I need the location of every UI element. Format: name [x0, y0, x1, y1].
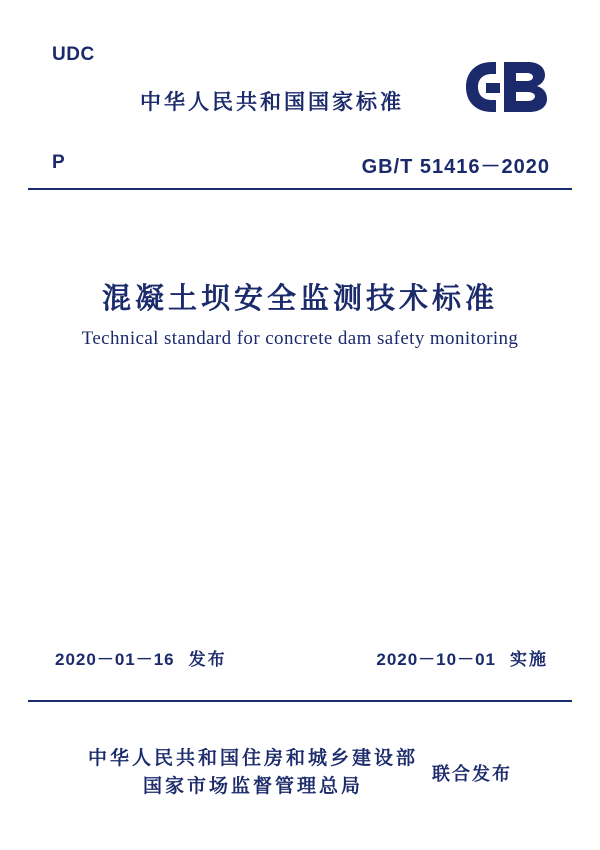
page-subtitle-english: Technical standard for concrete dam safety monitoring	[81, 328, 519, 349]
category-mark: P	[52, 152, 65, 173]
effective-date-block	[376, 645, 548, 670]
effective-date-label: 实施	[510, 650, 548, 669]
publisher-names	[88, 745, 418, 800]
issue-date-label: 发布	[188, 650, 227, 669]
udc-label: UDC	[52, 44, 95, 65]
divider-top	[28, 188, 572, 190]
gb-logo-icon	[462, 58, 550, 116]
joint-publish-label: 联合发布	[432, 763, 512, 784]
standard-number: GB/T 51416－2020	[361, 156, 550, 178]
publisher-line-2: 国家市场监督管理总局	[142, 775, 363, 797]
national-standard-heading: 中华人民共和国国家标准	[140, 91, 404, 114]
issue-date-block	[55, 645, 227, 670]
divider-bottom	[28, 700, 572, 702]
page-title: 混凝土坝安全监测技术标准	[101, 283, 498, 315]
effective-date-value: 2020－10－01	[376, 650, 496, 669]
issue-date-value: 2020－01－16	[55, 650, 175, 669]
publisher-line-1: 中华人民共和国住房和城乡建设部	[87, 748, 418, 769]
publisher-block	[0, 745, 600, 800]
